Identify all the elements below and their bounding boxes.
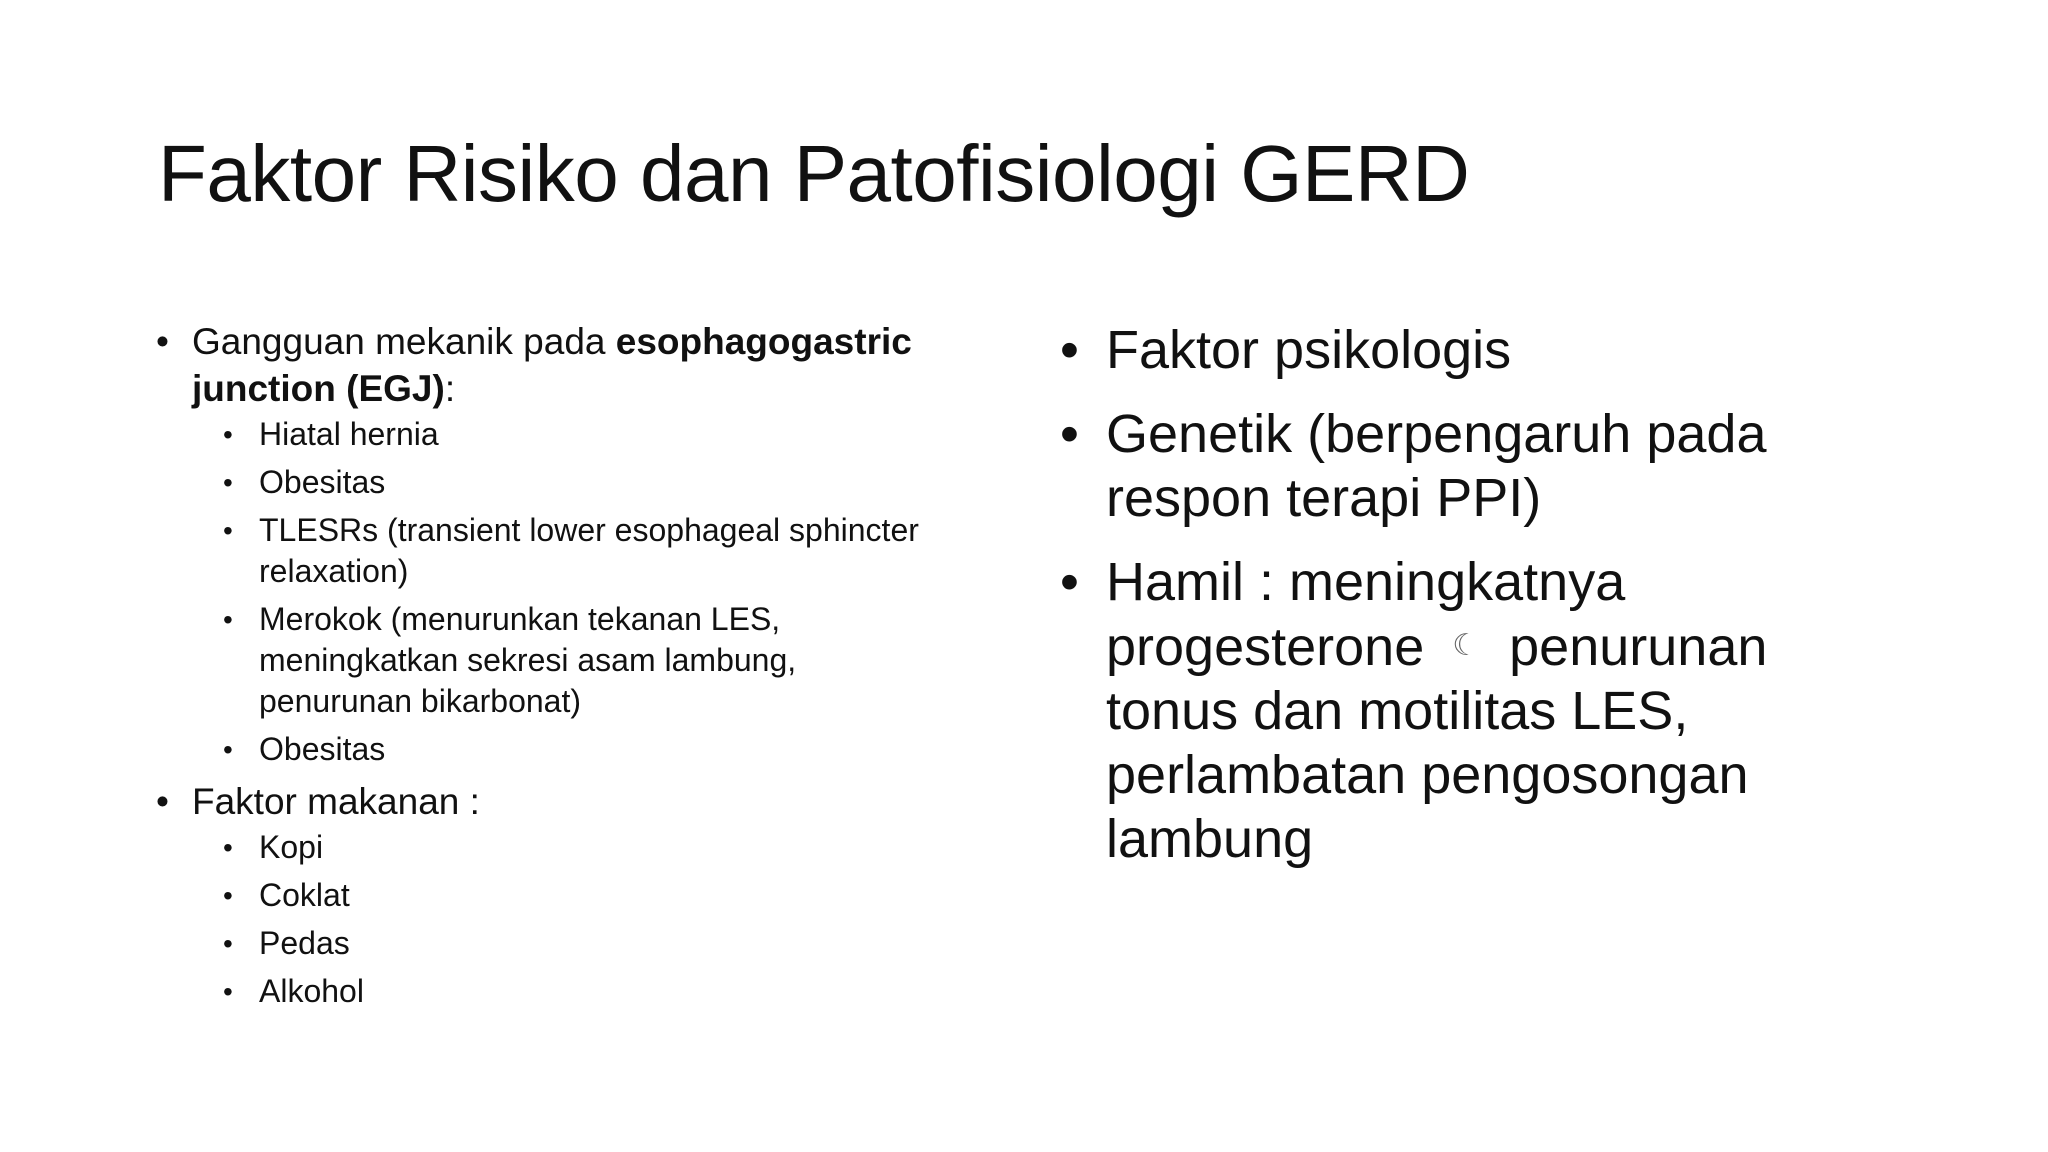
list-item [223, 510, 956, 592]
bullet-icon: • [1060, 320, 1079, 380]
right-item-label: Genetik (berpengaruh pada respon terapi PPI) [1106, 404, 1767, 528]
list-item-faktor-makanan [156, 778, 956, 1012]
sublist-item-label: Obesitas [259, 731, 386, 767]
egj-sublist [192, 414, 956, 770]
bullet-icon: • [156, 321, 169, 362]
right-bullet-list [1060, 318, 1860, 891]
sublist-item-label: Alkohol [259, 973, 364, 1009]
bullet-icon: • [223, 928, 233, 959]
sublist-item-label: Hiatal hernia [259, 416, 439, 452]
right-item-label: Faktor psikologis [1106, 320, 1512, 380]
list-item [223, 729, 956, 770]
sublist-item-label: Obesitas [259, 464, 386, 500]
slide-title: Faktor Risiko dan Patofisiologi GERD [158, 129, 1470, 218]
left-bullet-list [156, 318, 956, 1020]
makanan-sublist [192, 827, 956, 1012]
list-item [223, 827, 956, 868]
bullet-icon: • [223, 734, 233, 765]
sublist-item-label: Kopi [259, 829, 324, 865]
egj-text-bold: esophagogastric junction (EGJ) [192, 321, 912, 409]
sublist-item-label: Merokok (menurunkan tekanan LES, meningkatkan sekresi asam lambung, penurunan bikarbonat) [259, 601, 797, 719]
list-item [223, 462, 956, 503]
bullet-icon: • [223, 976, 233, 1007]
bullet-icon: • [223, 604, 233, 635]
list-item-faktor-psikologis [1060, 318, 1860, 382]
list-item [223, 599, 956, 722]
list-item-genetik [1060, 402, 1860, 530]
bullet-icon: • [1060, 552, 1079, 612]
sublist-item-label: Pedas [259, 925, 350, 961]
faktor-makanan-label: Faktor makanan : [192, 781, 480, 822]
bullet-icon: • [223, 419, 233, 450]
egj-text-prefix: Gangguan mekanik pada [192, 321, 616, 362]
bullet-icon: • [223, 515, 233, 546]
hamil-text-before: Hamil : meningkatnya progesterone [1106, 552, 1626, 677]
list-item [223, 875, 956, 916]
bullet-icon: • [223, 467, 233, 498]
egj-text-suffix: : [444, 368, 456, 409]
bullet-icon: • [1060, 404, 1079, 464]
hamil-text-after: penurunan tonus dan motilitas LES, perlambatan pengosongan lambung [1106, 617, 1768, 869]
sublist-item-label: Coklat [259, 877, 350, 913]
list-item-egj [156, 318, 956, 770]
list-item [223, 923, 956, 964]
bullet-icon: • [223, 880, 233, 911]
list-item-hamil [1060, 550, 1860, 871]
sublist-item-label: TLESRs (transient lower esophageal sphincter relaxation) [259, 512, 919, 589]
list-item [223, 414, 956, 455]
list-item [223, 971, 956, 1012]
bullet-icon: • [156, 781, 169, 822]
bullet-icon: • [223, 832, 233, 863]
moon-icon: ☾ [1452, 628, 1480, 663]
